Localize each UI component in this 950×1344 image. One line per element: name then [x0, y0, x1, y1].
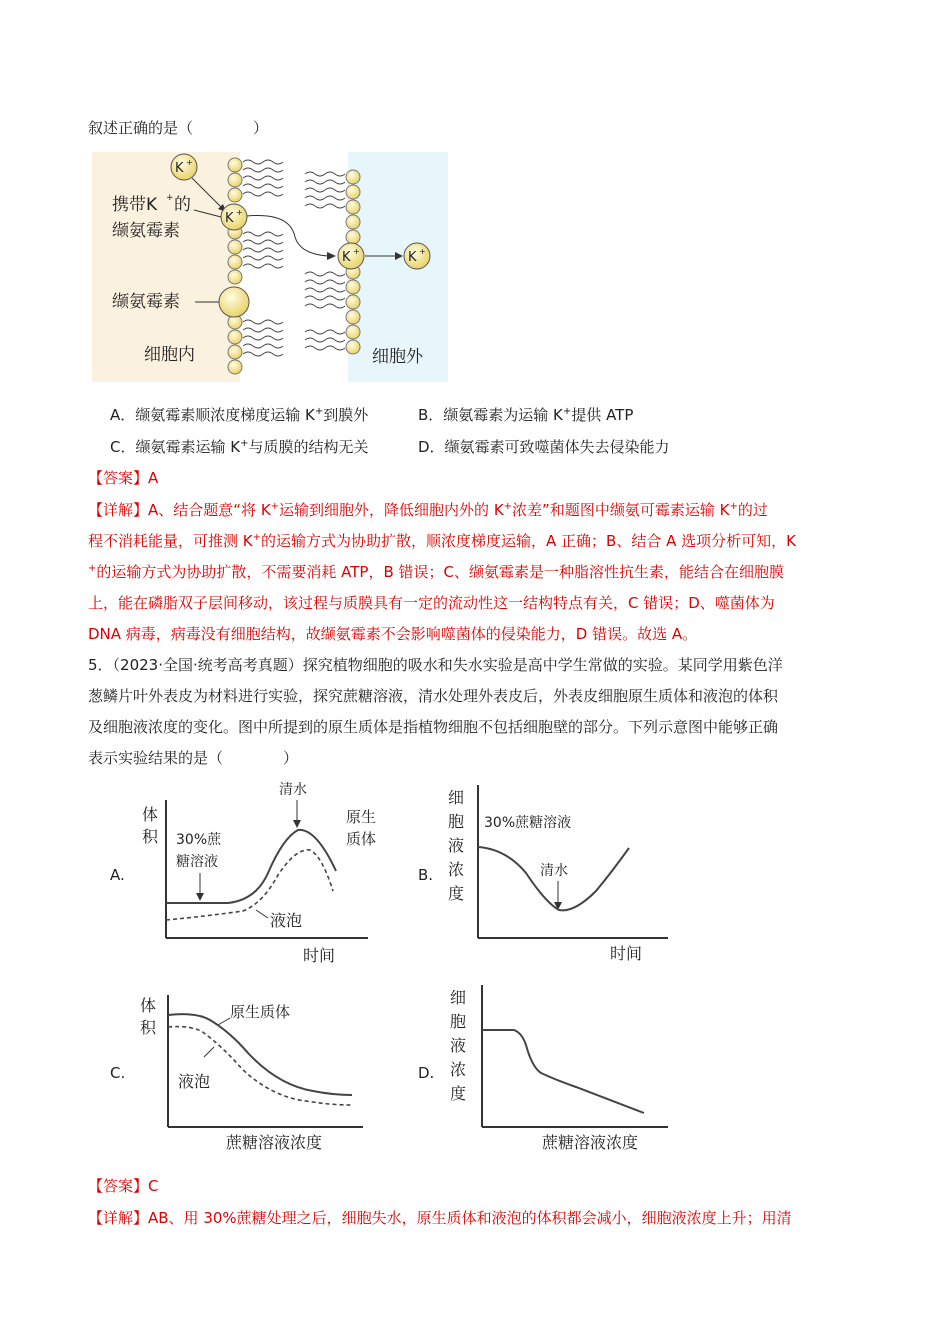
- q5-explanation: 【详解】AB、用 30%蔗糖处理之后，细胞失水，原生质体和液泡的体积都会减小，细胞液浓度上升；用清: [88, 1209, 792, 1227]
- option-a: A．缬氨霉素顺浓度梯度运输 K+到膜外: [110, 406, 369, 424]
- svg-text:缬氨霉素: 缬氨霉素: [112, 221, 180, 241]
- graph-b-letter: B.: [418, 866, 434, 884]
- option-b: B．缬氨霉素为运输 K+提供 ATP: [418, 406, 634, 424]
- graph-a-letter: A.: [110, 866, 125, 884]
- graph-b: [446, 773, 676, 968]
- q4-answer: 【答案】A: [88, 469, 159, 487]
- svg-text:液泡: 液泡: [178, 1072, 211, 1091]
- svg-text:浓: 浓: [448, 860, 465, 879]
- option-c: C．缬氨霉素运输 K+与质膜的结构无关: [110, 438, 369, 456]
- svg-text:积: 积: [142, 827, 159, 846]
- svg-text:+: +: [419, 247, 426, 256]
- svg-text:蔗糖溶液浓度: 蔗糖溶液浓度: [226, 1133, 323, 1152]
- svg-text:度: 度: [450, 1084, 467, 1103]
- svg-text:体: 体: [142, 805, 159, 824]
- q5-stem-line-4: 表示实验结果的是（ ）: [88, 749, 299, 767]
- svg-text:30%蔗糖溶液: 30%蔗糖溶液: [484, 815, 572, 831]
- svg-text:+: +: [236, 208, 243, 217]
- svg-text:+: +: [186, 158, 193, 167]
- q4-explanation-line-3: +的运输方式为协助扩散，不需要消耗 ATP，B 错误；C、缬氨霉素是一种脂溶性抗生素，能结合在细胞膜: [88, 563, 785, 581]
- q5-stem-line-3: 及细胞液浓度的变化。图中所提到的原生质体是指植物细胞不包括细胞壁的部分。下列示意图中能够正确: [88, 718, 779, 736]
- q4-stem-tail: 叙述正确的是（ ）: [88, 119, 269, 137]
- q4-explanation-line-4: 上，能在磷脂双子层间移动，该过程与质膜具有一定的流动性这一结构特点有关，C 错误；D、噬菌体为: [88, 594, 775, 612]
- svg-text:细: 细: [450, 988, 467, 1007]
- q4-explanation-line-5: DNA 病毒，病毒没有细胞结构，故缬氨霉素不会影响噬菌体的侵染能力，D 错误。故选 A。: [88, 625, 698, 643]
- svg-text:液: 液: [448, 836, 465, 855]
- svg-text:+: +: [353, 247, 360, 256]
- svg-text:细胞外: 细胞外: [372, 347, 423, 367]
- q5-stem-line-2: 葱鳞片叶外表皮为材料进行实验，探究蔗糖溶液，清水处理外表皮后，外表皮细胞原生质体和液泡的体积: [88, 687, 779, 705]
- left-membrane: [228, 158, 242, 374]
- valinomycin-figure: [90, 152, 450, 384]
- q4-explanation-line-1: 【详解】A、结合题意“将 K+运输到细胞外，降低细胞内外的 K+浓差”和题图中缬氨可霉素运输 K+的过: [88, 501, 768, 519]
- graph-c-letter: C.: [110, 1064, 126, 1082]
- graph-d: [446, 985, 676, 1160]
- svg-text:细: 细: [448, 788, 465, 807]
- svg-text:的: 的: [174, 195, 191, 215]
- option-d: D．缬氨霉素可致噬菌体失去侵染能力: [418, 438, 670, 456]
- svg-text:清水: 清水: [279, 782, 307, 798]
- svg-text:浓: 浓: [450, 1060, 467, 1079]
- svg-text:30%蔗: 30%蔗: [176, 832, 222, 848]
- graph-a: [138, 778, 378, 968]
- svg-text:胞: 胞: [450, 1012, 467, 1031]
- svg-text:携带K: 携带K: [112, 195, 158, 215]
- svg-text:液: 液: [450, 1036, 467, 1055]
- svg-text:+: +: [166, 193, 174, 203]
- svg-text:时间: 时间: [303, 946, 336, 965]
- svg-text:度: 度: [448, 884, 465, 903]
- svg-text:糖溶液: 糖溶液: [176, 854, 218, 870]
- svg-text:原生: 原生: [346, 808, 377, 826]
- svg-text:积: 积: [140, 1018, 157, 1037]
- graph-d-letter: D.: [418, 1064, 435, 1082]
- q5-stem-line-1: 5．（2023·全国·统考高考真题）探究植物细胞的吸水和失水实验是高中学生常做的实验。某同学用紫色洋: [88, 656, 783, 674]
- svg-text:体: 体: [140, 996, 157, 1015]
- svg-text:细胞内: 细胞内: [144, 345, 195, 365]
- svg-text:蔗糖溶液浓度: 蔗糖溶液浓度: [542, 1133, 639, 1152]
- svg-text:K: K: [408, 250, 417, 265]
- q4-explanation-line-2: 程不消耗能量，可推测 K+的运输方式为协助扩散，顺浓度梯度运输，A 正确；B、结合 A 选项分析可知，K: [88, 532, 796, 550]
- valinomycin-molecule: [219, 287, 249, 317]
- svg-text:缬氨霉素: 缬氨霉素: [112, 292, 180, 312]
- svg-text:胞: 胞: [448, 812, 465, 831]
- svg-text:K: K: [225, 211, 234, 226]
- svg-text:原生质体: 原生质体: [230, 1003, 291, 1021]
- q5-answer: 【答案】C: [88, 1177, 159, 1195]
- graph-c: [138, 985, 378, 1160]
- svg-text:K: K: [342, 250, 351, 265]
- svg-text:液泡: 液泡: [270, 911, 303, 930]
- svg-text:质体: 质体: [346, 830, 377, 848]
- svg-text:K: K: [175, 161, 184, 176]
- svg-text:时间: 时间: [610, 944, 643, 963]
- svg-text:清水: 清水: [540, 863, 568, 879]
